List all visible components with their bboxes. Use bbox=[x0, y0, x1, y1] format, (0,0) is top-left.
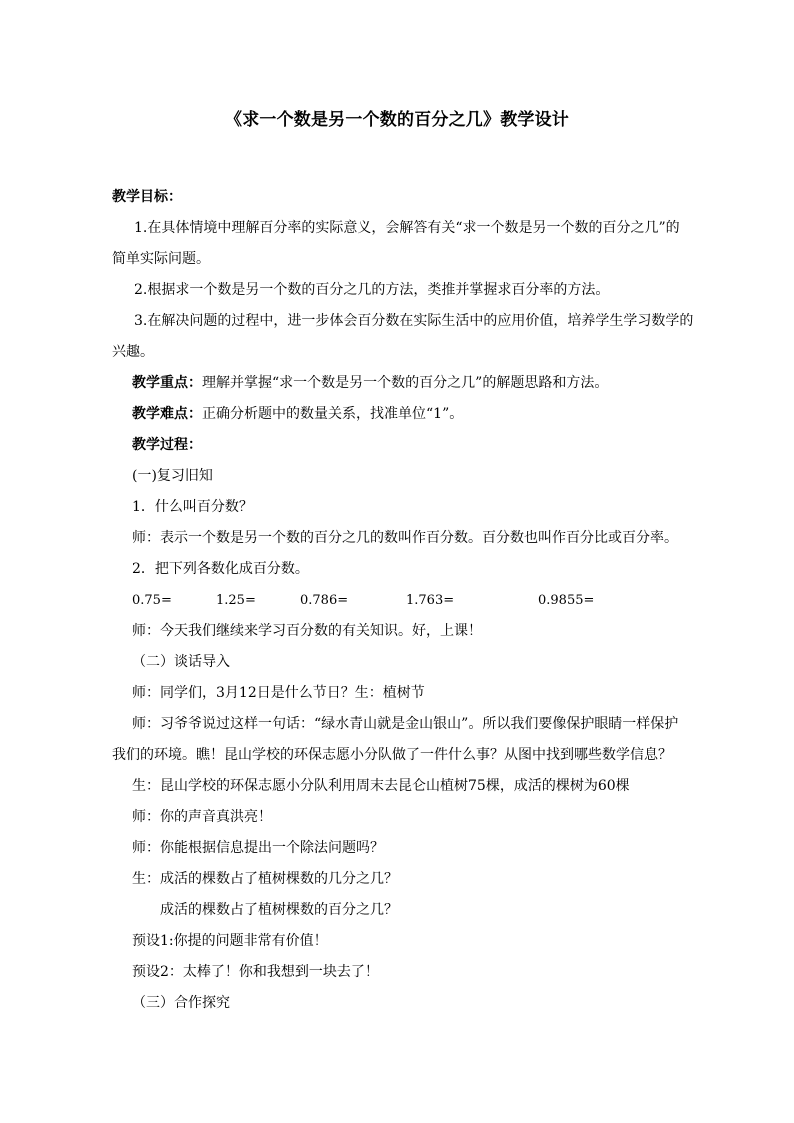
dialogue-line: 成活的棵数占了植树棵数的百分之几？ bbox=[160, 902, 398, 918]
process-heading: 教学过程： bbox=[132, 437, 202, 453]
dialogue-line: 预设1:你提的问题非常有价值！ bbox=[132, 933, 328, 949]
conversion-item: 0.9855= bbox=[538, 593, 595, 608]
dialogue-line: 师：同学们，3月12日是什么节日？生：植树节 bbox=[132, 685, 425, 701]
conversion-item: 1.763= bbox=[406, 593, 455, 608]
objectives-heading: 教学目标： bbox=[112, 189, 182, 205]
dialogue-line: 预设2：太棒了！你和我想到一块去了！ bbox=[132, 964, 379, 980]
objective-3-line-1: 3.在解决问题的过程中，进一步体会百分数在实际生活中的应用价值，培养学生学习数学的 bbox=[134, 313, 694, 329]
dialogue-line: 生：成活的棵数占了植树棵数的几分之几？ bbox=[132, 871, 398, 887]
objective-1-line-1: 1.在具体情境中理解百分率的实际意义，会解答有关“求一个数是另一个数的百分之几”的 bbox=[134, 220, 680, 236]
objective-2: 2.根据求一个数是另一个数的百分之几的方法，类推并掌握求百分率的方法。 bbox=[134, 282, 610, 298]
review-closing: 师：今天我们继续来学习百分数的有关知识。好，上课！ bbox=[132, 623, 482, 639]
dialogue-line: 师：你能根据信息提出一个除法问题吗？ bbox=[132, 840, 384, 856]
section-1-heading: (一)复习旧知 bbox=[132, 468, 213, 484]
conversion-row bbox=[112, 585, 697, 616]
dialogue-line: 师：习爷爷说过这样一句话：“绿水青山就是金山银山”。所以我们要像保护眼睛一样保护 bbox=[132, 716, 679, 732]
review-answer-1: 师：表示一个数是另一个数的百分之几的数叫作百分数。百分数也叫作百分比或百分率。 bbox=[132, 530, 678, 546]
difficulty-text: 正确分析题中的数量关系，找准单位“1”。 bbox=[202, 406, 464, 422]
key-point-label: 教学重点： bbox=[132, 375, 202, 391]
review-question-1: 1．什么叫百分数？ bbox=[132, 499, 253, 515]
conversion-item: 0.786= bbox=[300, 593, 349, 608]
dialogue-line: 我们的环境。瞧！昆山学校的环保志愿小分队做了一件什么事？从图中找到哪些数学信息？ bbox=[112, 747, 672, 763]
document-title: 《求一个数是另一个数的百分之几》教学设计 bbox=[225, 110, 569, 130]
key-point-text: 理解并掌握“求一个数是另一个数的百分之几”的解题思路和方法。 bbox=[202, 375, 609, 391]
section-2-heading: （二）谈话导入 bbox=[132, 654, 230, 670]
difficulty-label: 教学难点： bbox=[132, 406, 202, 422]
document-body bbox=[112, 182, 697, 1019]
review-question-2: 2．把下列各数化成百分数。 bbox=[132, 561, 309, 577]
section-3-heading: （三）合作探究 bbox=[132, 995, 230, 1011]
key-point bbox=[112, 368, 697, 399]
objective-1-line-2: 简单实际问题。 bbox=[112, 251, 210, 267]
dialogue-line: 生：昆山学校的环保志愿小分队利用周末去昆仑山植树75棵，成活的棵树为60棵 bbox=[132, 778, 630, 794]
conversion-item: 1.25= bbox=[216, 593, 256, 608]
conversion-item: 0.75= bbox=[132, 593, 172, 608]
dialogue-line: 师：你的声音真洪亮！ bbox=[132, 809, 272, 825]
objective-3-line-2: 兴趣。 bbox=[112, 344, 154, 360]
difficulty bbox=[112, 399, 697, 430]
